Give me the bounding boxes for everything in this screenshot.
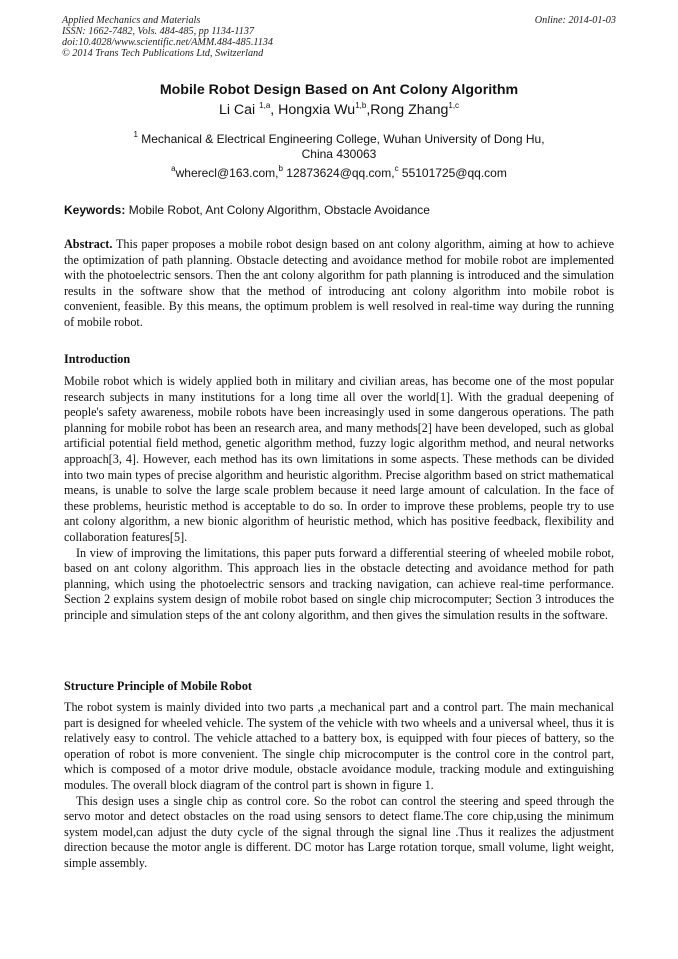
paragraph: In view of improving the limitations, this paper puts forward a differential steering of wheeled mobile robot, based on ant colony algorithm. This approach lies in the obstacle detecting and avoidance method for path planning, which using the photoelectric sensors and tracking navigation, can achieve real-time performance. Section 2 explains system design of mobile robot based on single chip microcomputer; Section 3 introduces the principle and simulation steps of the ant colony algorithm, and then gives the simulation results in the software.: [64, 545, 614, 622]
keywords: [64, 203, 430, 217]
author-name: Hongxia Wu: [278, 102, 356, 118]
author-list: [0, 102, 678, 118]
introduction-body: [64, 374, 614, 624]
author-separator: ,: [270, 102, 279, 118]
journal-header: [62, 15, 273, 59]
author-affiliation-mark: 1,a: [259, 101, 271, 110]
journal-copyright: © 2014 Trans Tech Publications Ltd, Switzerland: [62, 48, 264, 59]
section-heading-introduction: Introduction: [64, 352, 131, 366]
affiliation-mark: 1: [133, 130, 138, 139]
author-affiliation-mark: 1,c: [448, 101, 460, 110]
paragraph: This design uses a single chip as control core. So the robot can control the steering and speed through the servo motor and detect obstacles on the road using sensors to detect flame.The core chip,using the minimum system model,can adjust the duty cycle of the signal through the signal line .Thus it realizes the adjustment direction because the motor angle is different. DC motor has Large rotation torque, small volume, light weight, simple assembly.: [64, 793, 614, 870]
keywords-text: Mobile Robot, Ant Colony Algorithm, Obstacle Avoidance: [125, 203, 430, 217]
author-name: Rong Zhang: [370, 102, 449, 118]
email-address: 55101725@qq.com: [398, 166, 507, 180]
email-address: wherecl@163.com,: [175, 166, 279, 180]
section-heading-structure: Structure Principle of Mobile Robot: [64, 679, 252, 693]
author-emails: [0, 166, 678, 180]
paragraph: Mobile robot which is widely applied both in military and civilian areas, has become one of the most popular research subjects in many institutions for a long time all over the world[1]. With the gradual deepening of people's safety awareness, mobile robots have been increasingly used in some dangerous operations. The path planning for mobile robot has been an research area, and many methods[2] have been developed, such as global artificial potential field method, genetic algorithm method, fuzzy logic algorithm method, and neural networks approach[3, 4]. However, each method has its own limitations in some aspects. These methods can be divided into two main types of precise algorithm and heuristic algorithm. Precise algorithm based on strict mathematical means, is unable to solve the large scale problem because it need large amount of calculation. In the face of these problems, heuristic method is acceptable to do so. In order to improve these problems, people try to use ant colony algorithm, a new bionic algorithm of heuristic method, which has positive feedback, flexibility and collaboration features[5].: [64, 374, 614, 544]
email-mark: b: [278, 164, 283, 173]
journal-name: Applied Mechanics and Materials: [62, 15, 201, 26]
author-name: Li Cai: [218, 102, 260, 118]
author-affiliation-mark: 1,b: [355, 101, 367, 110]
paragraph: The robot system is mainly divided into two parts ,a mechanical part and a control part. The main mechanical part is designed for wheeled vehicle. The system of the vehicle with two wheels and a universal wheel, thus it is relatively easy to control. The vehicle attached to a battery box, is equipped with four pieces of battery, so the operation of robot is more convenient. The single chip microcomputer is the control core in the control part, which is composed of a motor drive module, obstacle avoidance module, tracking module and extinguishing modules. The overall block diagram of the control part is shown in figure 1.: [64, 700, 614, 792]
journal-doi: doi:10.4028/www.scientific.net/AMM.484-485.1134: [62, 37, 273, 48]
abstract-label: Abstract.: [64, 237, 113, 251]
abstract: [64, 237, 614, 331]
keywords-label: Keywords:: [64, 203, 126, 217]
journal-issn: ISSN: 1662-7482, Vols. 484-485, pp 1134-1137: [62, 26, 255, 37]
email-mark: c: [394, 164, 399, 173]
email-address: 12873624@qq.com,: [282, 166, 395, 180]
affiliation-line: China 430063: [301, 146, 377, 161]
affiliation-line: Mechanical & Electrical Engineering College, Wuhan University of Dong Hu,: [137, 132, 545, 146]
structure-body: [64, 700, 614, 872]
paper-title: Mobile Robot Design Based on Ant Colony Algorithm: [159, 82, 519, 98]
author-separator: ,: [366, 102, 371, 118]
affiliation: [0, 132, 678, 161]
email-mark: a: [171, 164, 176, 173]
abstract-text: This paper proposes a mobile robot design based on ant colony algorithm, aiming at how to achieve the optimization of path planning. Obstacle detecting and avoidance method for mobile robot are implemented with the photoelectric sensors. Then the ant colony algorithm for path planning is introduced and the simulation results in the software show that the method of introducing ant colony algorithm into mobile robot is convenient, feasible. By this means, the optimum problem is well resolved in real-time way during the running of mobile robot.: [64, 237, 614, 329]
online-date: Online: 2014-01-03: [534, 15, 616, 26]
